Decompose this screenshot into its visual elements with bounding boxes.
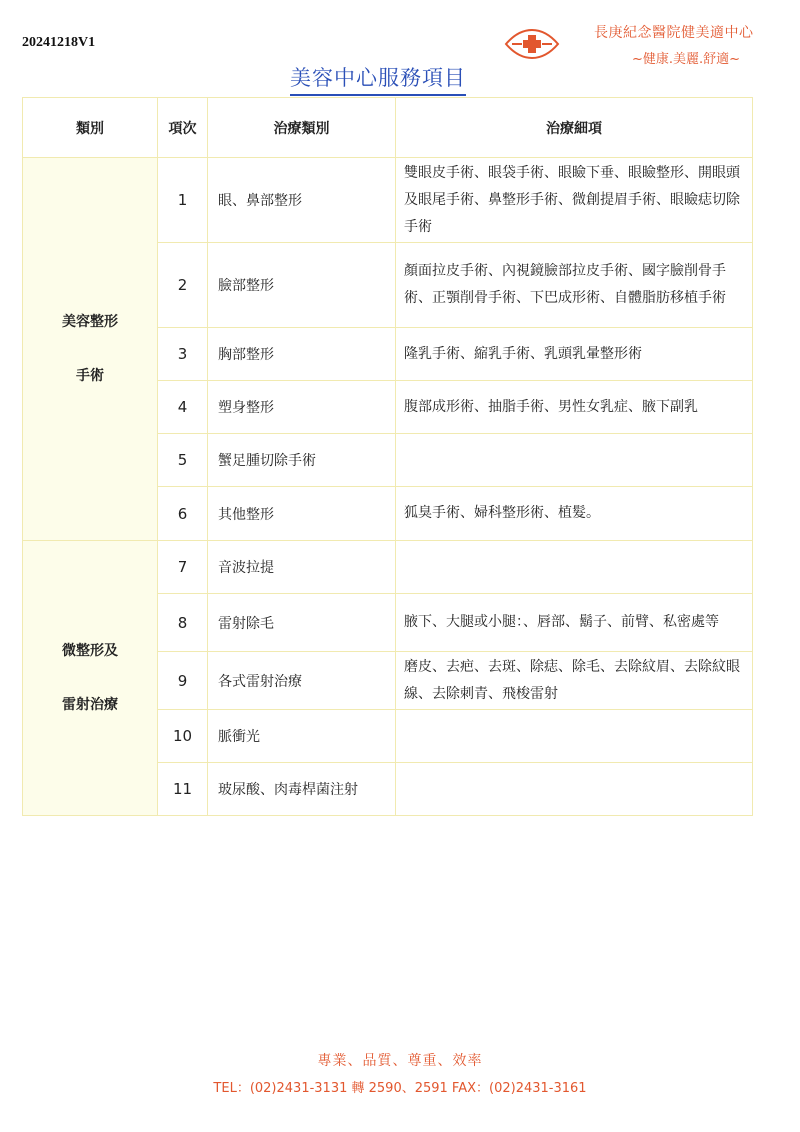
hospital-logo-icon	[502, 26, 562, 62]
treatment-type: 塑身整形	[208, 381, 396, 434]
treatment-type: 其他整形	[208, 487, 396, 541]
item-number: 4	[158, 381, 208, 434]
service-table	[22, 97, 753, 816]
table-header-row	[23, 98, 753, 158]
treatment-type: 各式雷射治療	[208, 652, 396, 710]
category-label-line1: 美容整形	[62, 314, 118, 330]
treatment-detail	[396, 434, 753, 487]
header-item-number: 項次	[158, 98, 208, 158]
table-row	[23, 158, 753, 243]
category-cell	[23, 541, 158, 816]
organization-name: 長庚紀念醫院健美適中心	[594, 25, 754, 41]
treatment-detail: 隆乳手術、縮乳手術、乳頭乳暈整形術	[396, 328, 753, 381]
treatment-detail: 腋下、大腿或小腿：、唇部、鬍子、前臂、私密處等	[396, 594, 753, 652]
category-label-line2: 手術	[76, 368, 104, 384]
treatment-type: 臉部整形	[208, 243, 396, 328]
organization-slogan: ~健康.美麗.舒適~	[632, 52, 741, 67]
header-treatment-type: 治療類別	[208, 98, 396, 158]
treatment-type: 眼、鼻部整形	[208, 158, 396, 243]
item-number: 9	[158, 652, 208, 710]
item-number: 8	[158, 594, 208, 652]
item-number: 10	[158, 710, 208, 763]
treatment-type: 雷射除毛	[208, 594, 396, 652]
treatment-detail	[396, 710, 753, 763]
treatment-detail: 磨皮、去疤、去斑、除痣、除毛、去除紋眉、去除紋眼線、去除刺青、飛梭雷射	[396, 652, 753, 710]
treatment-detail: 雙眼皮手術、眼袋手術、眼瞼下垂、眼瞼整形、開眼頭及眼尾手術、鼻整形手術、微創提眉手術、眼瞼痣切除手術	[396, 158, 753, 243]
item-number: 11	[158, 763, 208, 816]
treatment-type: 音波拉提	[208, 541, 396, 594]
treatment-type: 胸部整形	[208, 328, 396, 381]
treatment-type: 蟹足腫切除手術	[208, 434, 396, 487]
treatment-type: 脈衝光	[208, 710, 396, 763]
header-category: 類別	[23, 98, 158, 158]
category-cell	[23, 158, 158, 541]
page-title: 美容中心服務項目	[290, 62, 466, 96]
treatment-detail: 顏面拉皮手術、內視鏡臉部拉皮手術、國字臉削骨手術、正顎削骨手術、下巴成形術、自體脂肪移植手術	[396, 243, 753, 328]
treatment-detail	[396, 541, 753, 594]
document-version: 20241218V1	[22, 35, 96, 50]
item-number: 2	[158, 243, 208, 328]
treatment-detail: 腹部成形術、抽脂手術、男性女乳症、腋下副乳	[396, 381, 753, 434]
header-treatment-detail: 治療細項	[396, 98, 753, 158]
treatment-detail	[396, 763, 753, 816]
footer-contact: TEL：(02)2431-3131 轉 2590、2591 FAX：(02)2431-3161	[213, 1081, 587, 1096]
category-label-line1: 微整形及	[62, 643, 118, 659]
item-number: 5	[158, 434, 208, 487]
treatment-detail: 狐臭手術、婦科整形術、植髮。	[396, 487, 753, 541]
footer-values: 專業、品質、尊重、效率	[317, 1053, 483, 1069]
item-number: 3	[158, 328, 208, 381]
category-label-line2: 雷射治療	[62, 697, 118, 713]
item-number: 7	[158, 541, 208, 594]
item-number: 6	[158, 487, 208, 541]
item-number: 1	[158, 158, 208, 243]
table-row	[23, 541, 753, 594]
treatment-type: 玻尿酸、肉毒桿菌注射	[208, 763, 396, 816]
